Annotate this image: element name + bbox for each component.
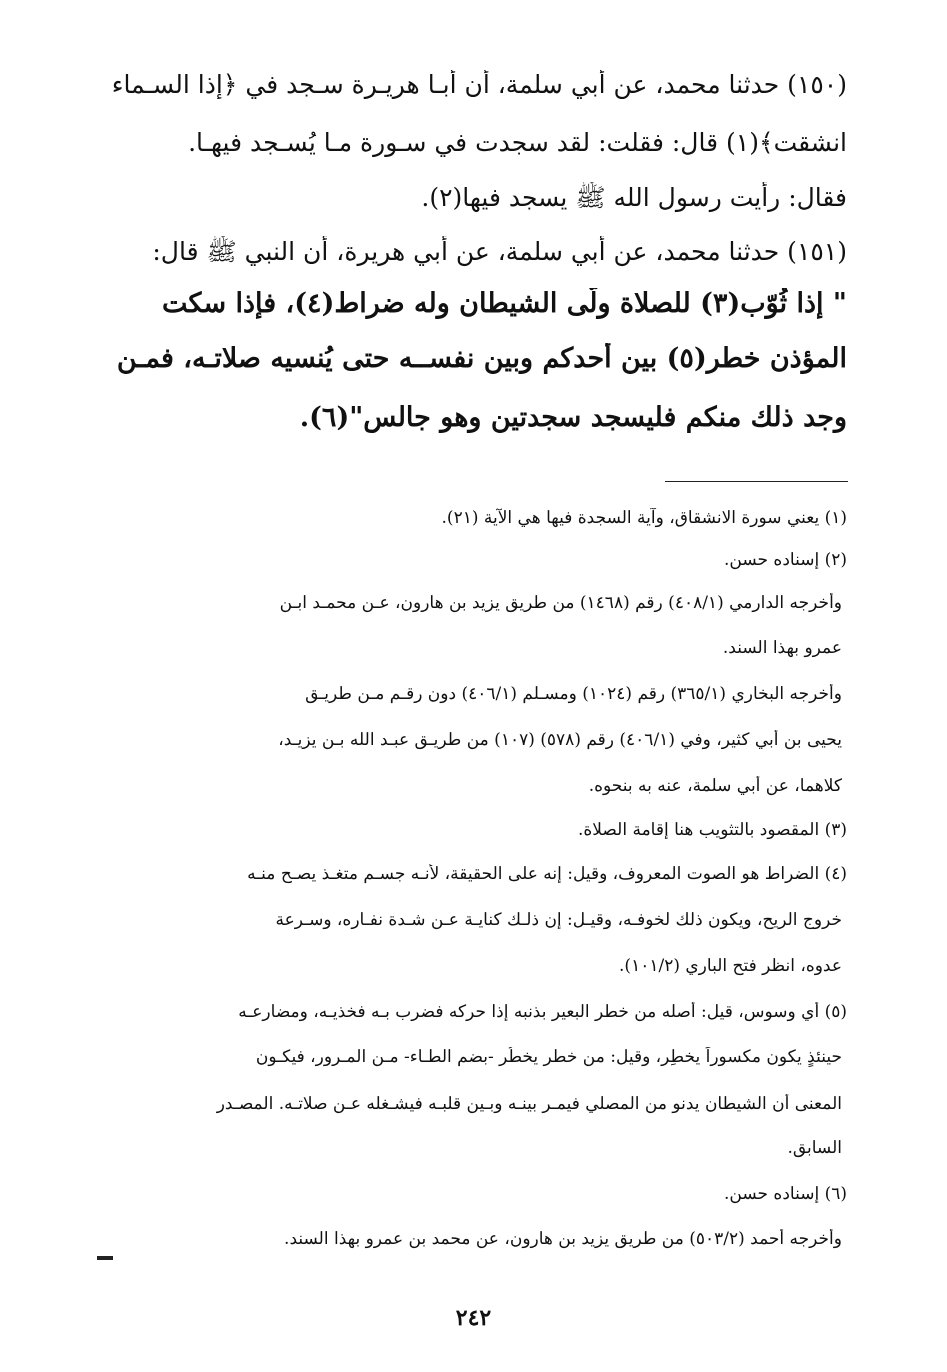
footnote-4-line-2: خروج الريح، ويكون ذلك لخوفـه، وقيـل: إن ذلـك كنايـة عـن شـدة نفـاره، وسـرعة <box>275 910 842 930</box>
footnote-6-line-2: وأخرجه أحمد (٥٠٣/٢) من طريق يزيد بن هارون، عن محمد بن عمرو بهذا السند. <box>284 1229 842 1249</box>
hadith-150-line-3: فقال: رأيت رسول الله ﷺ يسجد فيها(٢). <box>421 183 847 212</box>
hadith-150-line-2: انشقت﴾(١) قال: فقلت: لقد سجدت في سـورة مـا يُسـجد فيهـا. <box>188 128 847 157</box>
page-number: ٢٤٢ <box>455 1305 492 1331</box>
hadith-151-line-2: " إذا ثُوّب(٣) للصلاة ولّى الشيطان وله ضراط(٤)، فإذا سكت <box>162 288 847 319</box>
footnote-2-line-3: عمرو بهذا السند. <box>722 638 842 658</box>
footnote-separator <box>665 481 848 482</box>
footnote-1: (١) يعني سورة الانشقاق، وآية السجدة فيها هي الآية (٢١). <box>441 508 847 528</box>
footnote-5-line-3: المعنى أن الشيطان يدنو من المصلي فيمـر بينـه وبـين قلبـه فيشـغله عـن صلاتـه. المصـدر <box>216 1094 842 1114</box>
hadith-151-line-4: وجد ذلك منكم فليسجد سجدتين وهو جالس"(٦). <box>299 402 847 433</box>
footnote-5-line-1: (٥) أي وسوس، قيل: أصله من خطر البعير بذنبه إذا حركه فضرب بـه فخذيـه، ومضارعـه <box>238 1002 847 1022</box>
footnote-6-title: (٦) إسناده حسن. <box>724 1184 847 1204</box>
footnote-5-line-4: السابق. <box>787 1138 842 1158</box>
footnote-5-line-2: حينئذٍ يكون مكسوراً يخطِر، وقيل: من خطر يخطُر -بضم الطـاء- مـن المـرور، فيكـون <box>255 1047 842 1067</box>
hadith-151-line-3: المؤذن خطر(٥) بين أحدكم وبين نفســه حتى يُنسيه صلاتـه، فمـن <box>116 343 847 374</box>
footnote-3: (٣) المقصود بالتثويب هنا إقامة الصلاة. <box>577 820 847 840</box>
footnote-2-line-6: كلاهما، عن أبي سلمة، عنه به بنحوه. <box>588 776 842 796</box>
footnote-2-line-4: وأخرجه البخاري (٣٦٥/١) رقم (١٠٢٤) ومسـلم (٤٠٦/١) دون رقـم مـن طريـق <box>305 684 842 704</box>
hadith-151-line-1: (١٥١) حدثنا محمد، عن أبي سلمة، عن أبي هريرة، أن النبي ﷺ قال: <box>152 237 847 266</box>
line-end-mark <box>97 1256 113 1260</box>
footnote-4-line-1: (٤) الضراط هو الصوت المعروف، وقيل: إنه على الحقيقة، لأنـه جسـم متغـذ يصـح منـه <box>247 864 847 884</box>
hadith-150-line-1: (١٥٠) حدثنا محمد، عن أبي سلمة، أن أبـا هريـرة سـجد في ﴿إذا السـماء <box>111 70 847 99</box>
footnote-2-line-2: وأخرجه الدارمي (٤٠٨/١) رقم (١٤٦٨) من طريق يزيد بن هارون، عـن محمـد ابـن <box>279 593 842 613</box>
footnote-2-title: (٢) إسناده حسن. <box>724 550 847 570</box>
footnote-4-line-3: عدوه، انظر فتح الباري (١٠١/٢). <box>619 956 842 976</box>
footnote-2-line-5: يحيى بن أبي كثير، وفي (٤٠٦/١) رقم (٥٧٨) (١٠٧) من طريـق عبـد الله بـن يزيـد، <box>278 730 842 750</box>
